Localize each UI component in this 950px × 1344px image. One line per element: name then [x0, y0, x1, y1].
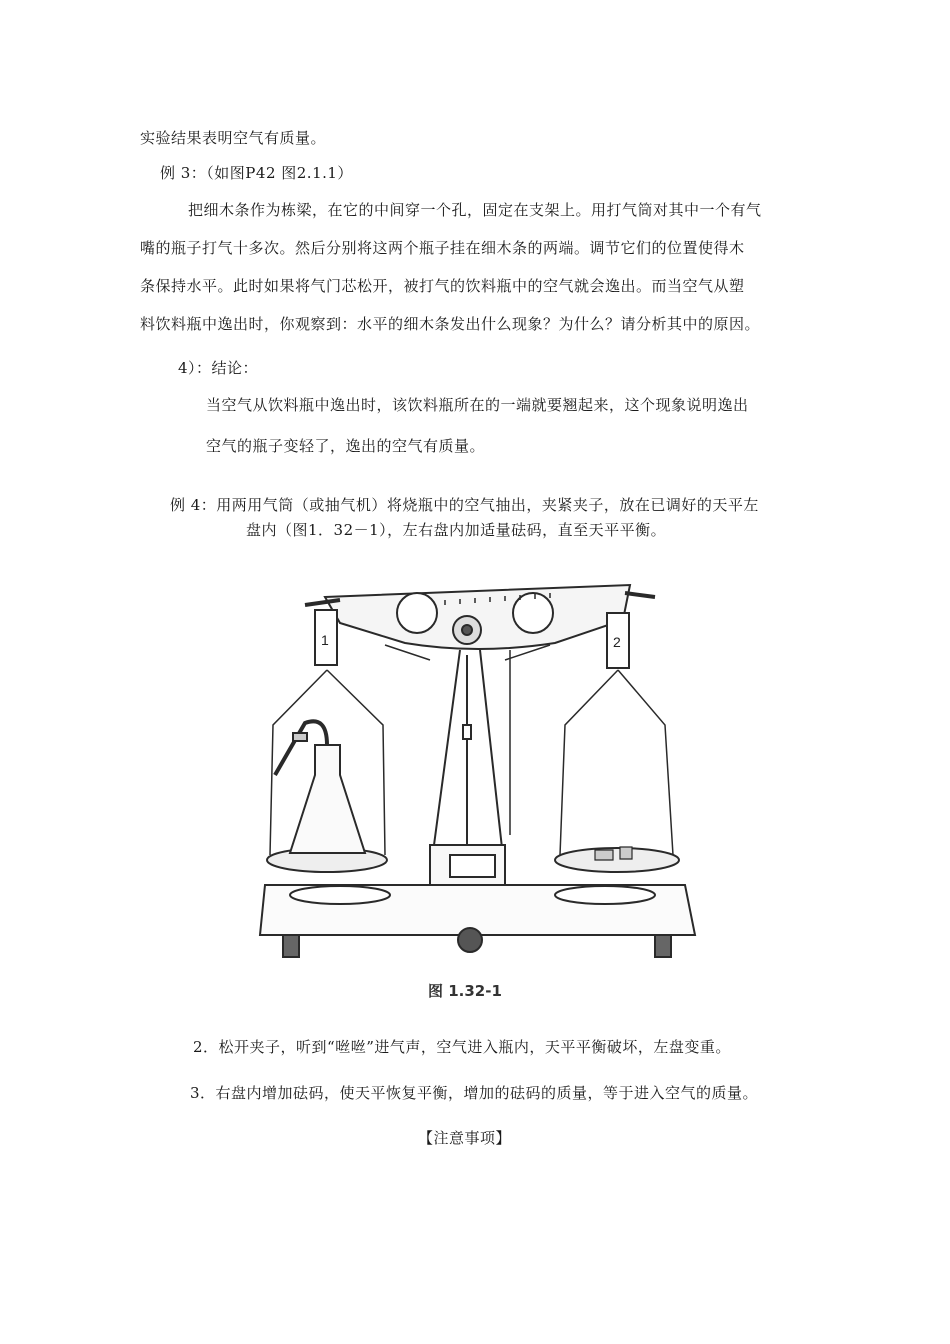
- balance-scale-figure: [255, 575, 700, 975]
- flask: [290, 745, 365, 853]
- paragraph-line: 条保持水平。此时如果将气门芯松开，被打气的饮料瓶中的空气就会逸出。而当空气从塑: [140, 277, 745, 295]
- step-3-line: 3．右盘内增加砝码，使天平恢复平衡，增加的砝码的质量，等于进入空气的质量。: [190, 1084, 759, 1102]
- paragraph-line: 料饮料瓶中逸出时，你观察到：水平的细木条发出什么现象？为什么？请分析其中的原因。: [140, 315, 761, 333]
- adjust-knob: [458, 928, 482, 952]
- example-3-heading: 例 3：（如图P42 图2.1.1）: [160, 164, 353, 182]
- paragraph-line: 把细木条作为栋梁，在它的中间穿一个孔，固定在支架上。用打气筒对其中一个有气: [188, 201, 762, 219]
- example-4-line: 例 4：用两用气筒（或抽气机）将烧瓶中的空气抽出，夹紧夹子，放在已调好的天平左: [170, 496, 759, 514]
- pan-label-right: 2: [613, 634, 621, 650]
- foot-left: [283, 935, 299, 957]
- paragraph-line: 实验结果表明空气有质量。: [140, 129, 327, 147]
- beam-window-right: [513, 593, 553, 633]
- conclusion-heading: 4）：结论：: [178, 359, 259, 377]
- figure-caption: 图 1.32-1: [428, 982, 502, 1000]
- step-2-line: 2．松开夹子，听到“咝咝”进气声，空气进入瓶内，天平平衡破坏，左盘变重。: [193, 1038, 731, 1056]
- foot-right: [655, 935, 671, 957]
- pan-label-left: 1: [321, 632, 329, 648]
- beam-window-left: [397, 593, 437, 633]
- conclusion-line: 空气的瓶子变轻了，逸出的空气有质量。: [206, 437, 486, 455]
- right-pan: [555, 848, 679, 872]
- notes-heading: 【注意事项】: [418, 1129, 512, 1147]
- paragraph-line: 嘴的瓶子打气十多次。然后分别将这两个瓶子挂在细木条的两端。调节它们的位置使得木: [140, 239, 745, 257]
- conclusion-line: 当空气从饮料瓶中逸出时，该饮料瓶所在的一端就要翘起来，这个现象说明逸出: [206, 396, 749, 414]
- example-4-line: 盘内（图1．32－1），左右盘内加适量砝码，直至天平平衡。: [246, 521, 667, 539]
